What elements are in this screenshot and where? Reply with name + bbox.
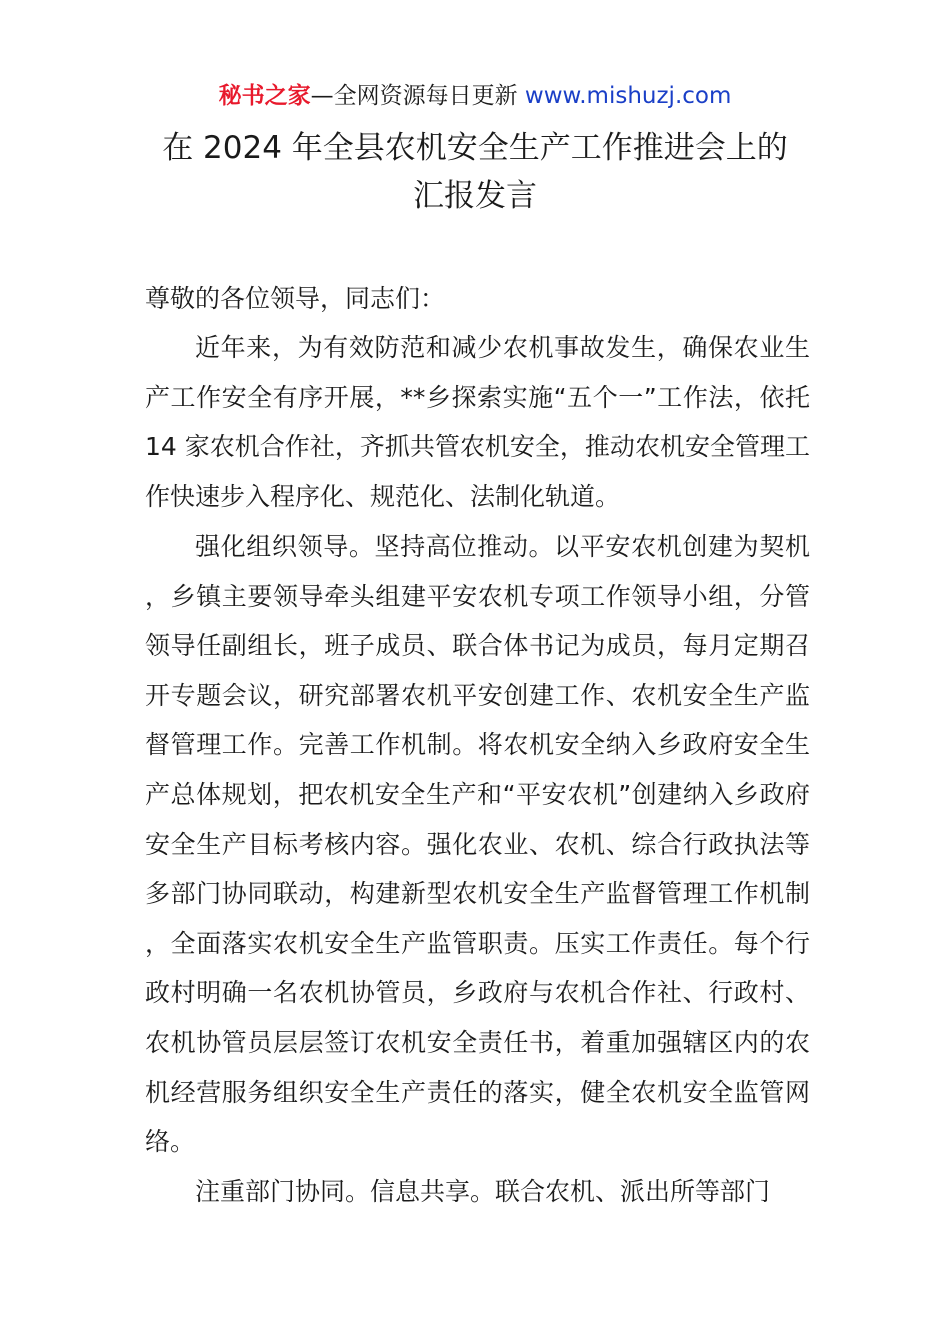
paragraph-intro: 近年来，为有效防范和减少农机事故发生，确保农业生产工作安全有序开展，**乡探索实施“五个一”工作法，依托 14 家农机合作社，齐抓共管农机安全，推动农机安全管理工作快速步入程序化、规范化、法制化轨道。 (145, 333, 810, 511)
document-title-line-2: 汇报发言 (413, 178, 537, 214)
paragraph-coordination: 注重部门协同。信息共享。联合农机、派出所等部门 (195, 1177, 771, 1206)
header-tagline: —全网资源每日更新 (310, 83, 525, 109)
salutation: 尊敬的各位领导，同志们： (145, 284, 446, 313)
paragraph-organization: 强化组织领导。坚持高位推动。以平安农机创建为契机，乡镇主要领导牵头组建平安农机专项工作领导小组，分管领导任副组长，班子成员、联合体书记为成员，每月定期召开专题会议，研究部署农机平安创建工作、农机安全生产监督管理工作。完善工作机制。将农机安全纳入乡政府安全生产总体规划，把农机安全生产和“平安农机”创建纳入乡政府安全生产目标考核内容。强化农业、农机、综合行政执法等多部门协同联动，构建新型农机安全生产监督管理工作机制，全面落实农机安全生产监管职责。压实工作责任。每个行政村明确一名农机协管员，乡政府与农机合作社、行政村、农机协管员层层签订农机安全责任书，着重加强辖区内的农机经营服务组织安全生产责任的落实，健全农机安全监管网络。 (145, 532, 810, 1157)
site-url-link[interactable]: www.mishuzj.com (524, 83, 732, 109)
site-header (0, 80, 950, 112)
brand-name: 秘书之家 (218, 83, 311, 109)
document-title-line-1: 在 2024 年全县农机安全生产工作推进会上的 (162, 130, 788, 166)
